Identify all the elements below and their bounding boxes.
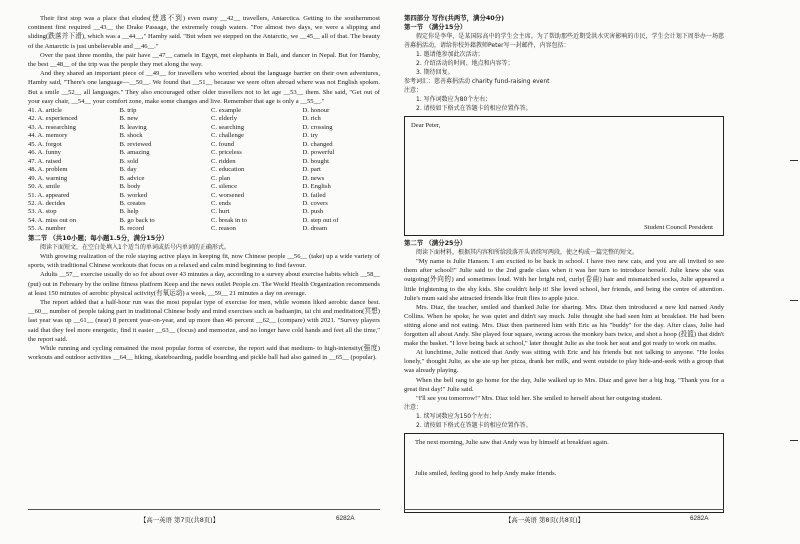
option-row (28, 217, 380, 225)
option-cell: C. worsened (211, 191, 244, 199)
option-cell: D. rich (302, 115, 321, 123)
option-cell: D. step out of (302, 216, 339, 224)
story-paragraph-3: At lunchtime, Julie noticed that Andy was sitting with Eric and his friends but not talking to anyone. "He looks lonely," thought Julie, as she ate up her pizza, drank her milk, and went outside to play hide-and-seek with a group that was already playing. (404, 349, 724, 375)
option-cell: 45. A. forgot (28, 140, 62, 148)
option-row (28, 166, 380, 174)
option-cell: 43. A. researching (28, 123, 76, 131)
option-cell: 44. A. memory (28, 132, 68, 140)
right-footer: 【高一英语 第8页(共8页)】 (505, 516, 585, 524)
story-paragraph-4: When the bell rang to go home for the day, Julie walked up to Mrs. Diaz and gave her a big hug. "Thank you for a great first day!" Julie said. (404, 376, 724, 393)
option-cell: B. creates (119, 200, 146, 208)
option-cell: C. break in to (211, 216, 247, 224)
left-footer: 【高一英语 第7页(共8页)】 (140, 516, 220, 524)
left-footer-rule (28, 509, 380, 510)
option-cell: D. English (302, 183, 331, 191)
option-cell: 47. A. raised (28, 157, 62, 165)
option-row (28, 192, 380, 200)
binding-mark (790, 440, 798, 441)
option-cell: C. plan (211, 174, 231, 182)
option-cell: C. found (211, 140, 235, 148)
section2-instruction-right: 阅读下面材料，根据其内容和所给段落开头语续写两段，使之构成一篇完整的短文。 (416, 249, 639, 257)
option-cell: B. help (119, 208, 139, 216)
letter-answer-box (404, 116, 724, 236)
option-row (28, 115, 380, 123)
story-paragraph-1: "My name is Julie Hanson. I am excited to be back in school. I have two new cats, and you are all invited to see them after school!" Julie said to the 2nd grade class when it was her turn to introduce herself. Julie knew she was outgoing(外向的) and sometimes loud. With her bright red, curly(卷曲) hair and mismatched socks, Julie appeared a little frightening to the shy kids. She couldn't help it! She loved school, her friends, and being the centre of attention. Julie's mum said she attracted friends like fruit flies to apple juice. (404, 258, 724, 302)
story-paragraph-2: Mrs. Diaz, the teacher, smiled and thanked Julie for sharing. Mrs. Diaz then introduced a new kid named Andy Collins. When he spoke, he was quiet and didn't say much. Julie thought she had seen him at breakfast. He had been sitting alone and not eating. Mrs. Diaz then partnered him with Eric as his "buddy" for the day. After class, Julie had forgotten all about Andy. She played four square, swung across the monkey bars twice, and shot a hoop (投篮) that didn't make the basket. "I love being back at school," later thought Julie as she took her seat and got ready to work on maths. (404, 303, 724, 348)
binding-mark (790, 300, 798, 301)
section1-point-1: 1. 邀请他参加此次活动； (416, 51, 484, 59)
option-cell: 54. A. miss out on (28, 216, 76, 224)
option-row (28, 183, 380, 191)
passage1-paragraph-2: Over the past three months, the pair have __47__ camels in Egypt, met elephants in Bali, and dancer in Nepal. But for Hamby, the best __48__ of the trip was the people they met along the way. (28, 51, 380, 69)
option-row (28, 158, 380, 166)
section2-instruction: 阅读下面短文，在空白处填入1个适当的单词或括号内单词的正确形式。 (40, 244, 230, 252)
option-cell: B. new (119, 115, 139, 123)
option-cell: B. shock (119, 132, 143, 140)
option-cell: D. failed (302, 191, 326, 199)
option-cell: C. ridden (211, 157, 236, 165)
section1-reference: 参考词汇：慈善募捐活动 charity fund-raising event (404, 78, 550, 86)
option-cell: 50. A. smile (28, 183, 60, 191)
option-cell: D. part (302, 166, 321, 174)
continuation-opening-2: Julie smiled, feeling good to help Andy make friends. (415, 469, 557, 477)
option-cell: 52. A. decides (28, 200, 66, 208)
part4-title: 第四部分 写作(共两节，满分40分) (404, 14, 505, 22)
section1-point-2: 2. 介绍活动的时间、地点和内容等； (416, 60, 514, 68)
section2-title-right: 第二节 （满分25分） (404, 239, 467, 248)
passage1-paragraph-3: And they shared an important piece of __49__ for travellers who worried about the language barrier on their own adventures, Hamby said, "There's one language—__50__. We found that __51__ because we were often abroad where was not English spoken. But a smile __52__ all languages." They also encouraged other older travellers not to let age __53__ them. She said, "Get out of your easy chair, __54__ your comfort zone, make some changes and live. Remember that age is only a __55__." (28, 70, 380, 105)
option-cell: 53. A. stop (28, 208, 57, 216)
option-cell: 48. A. problem (28, 166, 68, 174)
section1-point-3: 3. 期待回复。 (416, 69, 454, 77)
section1-prompt: 假定你是李华，是某国际高中的学生会主席。为了帮助那些近期受洪水灾害影响的市民，学生会计划下周举办一场慈善募捐活动，请给你校外籍教师Peter写一封邮件，内容包括： (404, 33, 724, 50)
option-cell: C. example (211, 107, 242, 115)
letter-signature: Student Council President (644, 224, 713, 232)
option-cell: 41. A. article (28, 107, 63, 115)
option-cell: B. record (119, 225, 145, 233)
right-footer-rule (404, 509, 724, 510)
option-cell: C. silence (211, 183, 238, 191)
option-cell: C. searching (211, 123, 244, 131)
option-cell: C. challenge (211, 132, 244, 140)
option-row (28, 225, 380, 233)
option-cell: D. covers (302, 200, 328, 208)
left-column (28, 14, 380, 362)
section1-title: 第一节 （满分15分） (404, 23, 467, 32)
section2-title: 第二节 （共10小题；每小题1.5分，满分15分） (28, 233, 168, 242)
option-cell: D. push (302, 208, 324, 216)
section2-note-2: 2. 请按如下格式在答题卡的相应位置作答。 (416, 421, 532, 429)
option-row (28, 141, 380, 149)
option-cell: B. day (119, 166, 137, 174)
option-cell: C. education (211, 166, 245, 174)
option-cell: D. dream (302, 225, 328, 233)
section1-note-1: 1. 写作词数应为80个左右； (416, 96, 492, 104)
continuation-opening-1: The next morning, Julie saw that Andy was by himself at breakfast again. (415, 438, 609, 446)
option-cell: C. ends (211, 200, 231, 208)
section2-note-1: 1. 续写词数应为150个左右； (416, 412, 496, 420)
binding-mark (790, 160, 798, 161)
option-cell: B. worked (119, 191, 147, 199)
option-row (28, 107, 380, 115)
passage2-paragraph-3: The report added that a half-hour run was the most popular type of exercise for men, while women liked aerobic dance best. __60__ number of people taking part in traditional Chinese body and mind exercises such as baduanjin, tai chi and meditation(冥想) last year was up __61__ (near) 8 percent year-on-year, and up more than 46 percent __62__ (compare) with 2021. "Survey players said that they feel more energetic, find it easier __63__ (focus) and memorize, and no longer have cold hands and feet all the time," the report said. (28, 299, 380, 343)
option-row (28, 132, 380, 140)
option-cell: C. elderly (211, 115, 238, 123)
passage1-paragraph-1: Their first stop was a place that eludes(使逃不到) even many __42__ travellers, Antarctica. Getting to the southernmost continent first required __43__ the Drake Passage, the extremely rough waters. "For almost two days, we were a slipping and sliding(跌落并下滑), which was a __44__," Hamby said. "But when we stepped on the Antarctic, we __45__ all of that. The beauty of the Antarctic is just unbelievable and __46__." (28, 15, 380, 50)
left-code: 6282A (336, 515, 355, 522)
option-row (28, 175, 380, 183)
option-cell: 42. A. experienced (28, 115, 78, 123)
option-cell: B. leaving (119, 123, 147, 131)
option-cell: 49. A. warning (28, 174, 68, 182)
option-cell: C. reason (211, 225, 236, 233)
option-cell: B. advice (119, 174, 145, 182)
right-column (404, 14, 724, 513)
option-cell: D. try (302, 132, 318, 140)
passage2-paragraph-1: With growing realization of the role staying active plays in keeping fit, now Chinese people __56__ (take) up a wide variety of sports, with traditional Chinese workouts that focus on a relaxed and calm mind beginning to find favour. (28, 253, 380, 270)
option-cell: D. honour (302, 107, 330, 115)
option-cell: B. trip (119, 107, 137, 115)
option-cell: C. priceless (211, 149, 242, 157)
section1-note-2: 2. 请按如下格式在答题卡的相应位置作答。 (416, 105, 532, 113)
section2-note-label: 注意： (404, 403, 423, 411)
story-paragraph-5: "I'll see you tomorrow!" Mrs. Diaz told her. She smiled to herself about her outgoing student. (416, 394, 663, 402)
option-cell: D. powerful (302, 149, 335, 157)
section1-note-label: 注意： (404, 87, 423, 95)
option-cell: D. changed (302, 140, 333, 148)
option-cell: B. go back to (119, 216, 155, 224)
options-table (28, 107, 380, 234)
option-cell: 46. A. funny (28, 149, 61, 157)
option-cell: 55. A. number (28, 225, 66, 233)
option-cell: B. sold (119, 157, 139, 165)
option-cell: C. hurt (211, 208, 230, 216)
option-row (28, 208, 380, 216)
option-cell: B. reviewed (119, 140, 152, 148)
option-cell: D. bought (302, 157, 329, 165)
option-row (28, 149, 380, 157)
letter-greeting: Dear Peter, (411, 122, 441, 130)
option-cell: 51. A. appeared (28, 191, 70, 199)
continuation-answer-box (404, 433, 724, 513)
option-cell: B. body (119, 183, 141, 191)
option-cell: D. crossing (302, 123, 333, 131)
passage2-paragraph-4: While running and cycling remained the most popular forms of exercise, the report said that medium- to high-intensity(强度) workouts and outdoor activities __64__ hiking, skateboarding, paddle boarding and pickle ball had also gained in __65__ (popular). (28, 345, 380, 362)
right-code: 6282A (690, 515, 709, 522)
option-cell: D. news (302, 174, 325, 182)
passage2-paragraph-2: Adults __57__ exercise usually do so for about over 43 minutes a day, according to a survey about exercise habits which __58__ (put) out in February by the online fitness platform Keep and the news outlet People.cn. The World Health Organization recommends at least 150 minutes of aerobic physical activity(有氧运动) a week, __59__ 21 minutes a day on average. (28, 271, 380, 297)
option-row (28, 200, 380, 208)
option-cell: B. amazing (119, 149, 150, 157)
option-row (28, 124, 380, 132)
